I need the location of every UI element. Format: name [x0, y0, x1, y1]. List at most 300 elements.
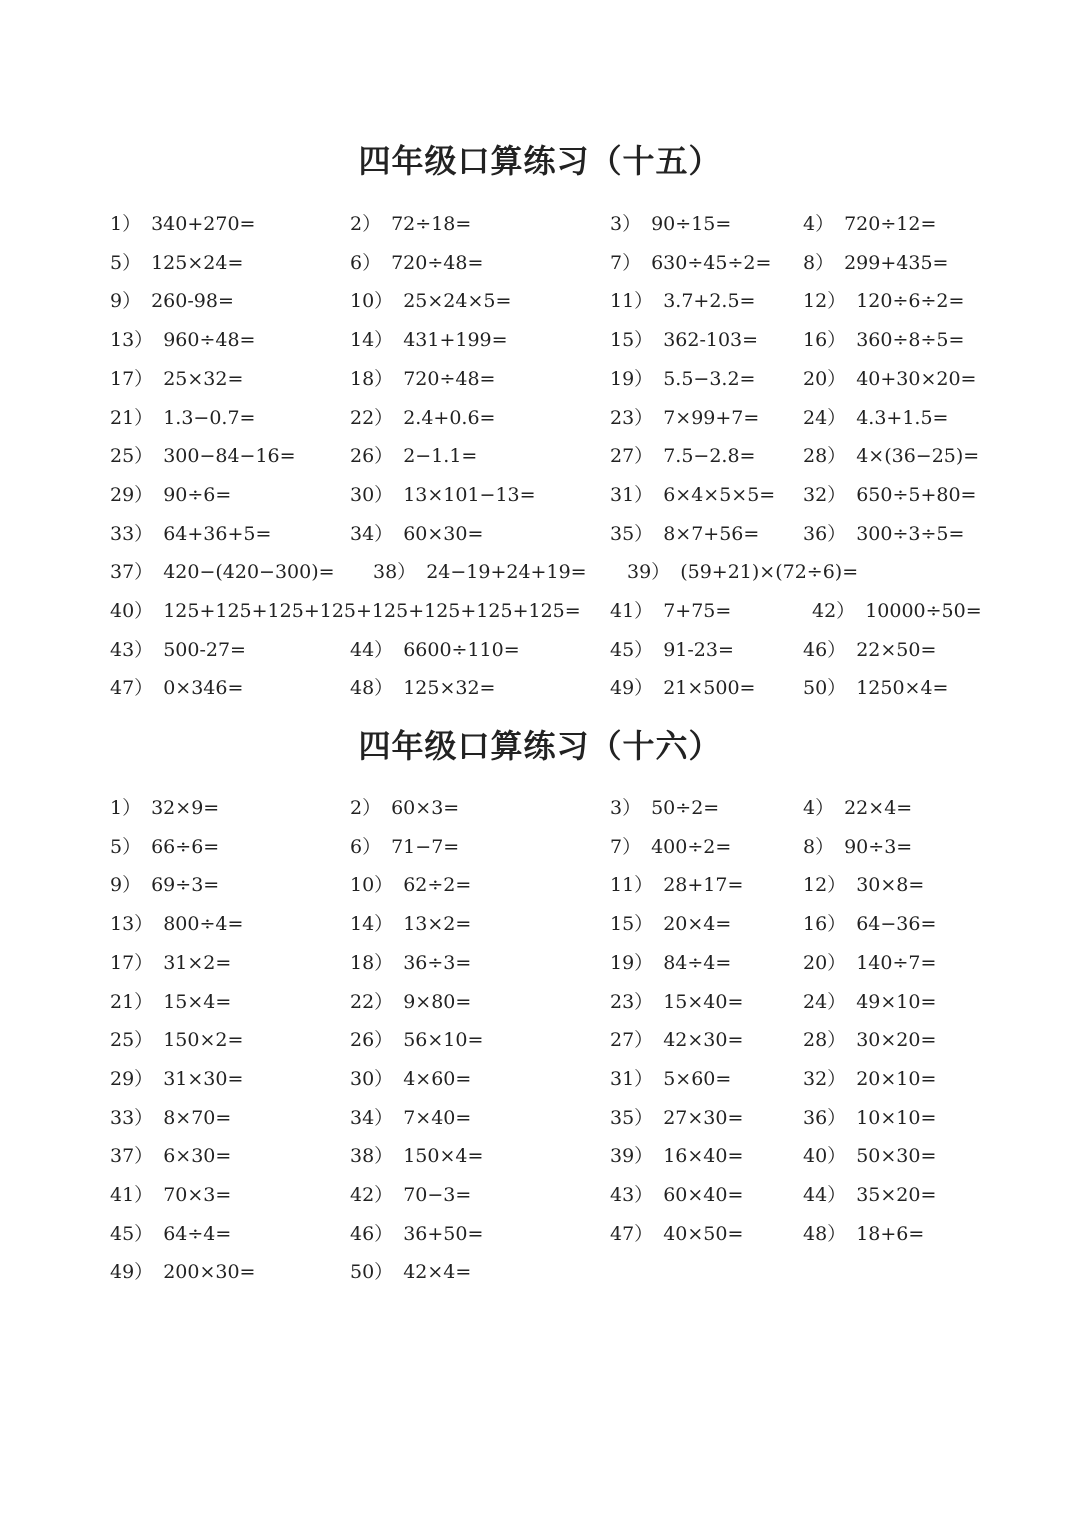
problem-expression: 27×30=	[663, 1106, 744, 1129]
problem-row	[0, 205, 1080, 244]
problem-expression: 650÷5+80=	[856, 483, 977, 506]
problem-number: 10）	[350, 290, 394, 313]
problem-item	[610, 244, 771, 282]
problem-item	[110, 244, 243, 282]
problem-item	[110, 515, 271, 553]
problem-number: 13）	[110, 329, 154, 352]
problem-item	[803, 1176, 936, 1214]
problem-number: 29）	[110, 483, 154, 506]
problem-expression: 69÷3=	[151, 874, 220, 897]
problem-number: 33）	[110, 522, 154, 545]
problem-expression: 362-103=	[663, 329, 759, 352]
problem-expression: 260-98=	[151, 290, 234, 313]
problem-number: 32）	[803, 483, 847, 506]
problem-row	[0, 1137, 1080, 1176]
problem-expression: 35×20=	[856, 1184, 937, 1206]
problem-expression: 0×346=	[163, 677, 244, 700]
problem-row	[0, 866, 1080, 905]
problem-expression: 7.5−2.8=	[663, 445, 756, 468]
problem-number: 28）	[803, 445, 847, 468]
problem-expression: 420−(420−300)=	[163, 561, 335, 584]
problem-item	[350, 282, 511, 320]
problem-row	[0, 1176, 1080, 1215]
problem-expression: 8×7+56=	[663, 522, 760, 545]
problem-number: 30）	[350, 1067, 394, 1090]
problem-number: 19）	[610, 367, 654, 390]
problem-expression: 49×10=	[856, 990, 937, 1013]
problem-row	[0, 905, 1080, 944]
problem-item	[803, 437, 979, 475]
problem-expression: 720÷48=	[391, 251, 484, 274]
problem-expression: 200×30=	[163, 1261, 256, 1284]
problem-item	[350, 1176, 471, 1214]
problem-number: 4）	[803, 797, 835, 819]
problem-expression: 300−84−16=	[163, 445, 296, 468]
problem-number: 41）	[110, 1184, 154, 1206]
problem-item	[610, 669, 755, 707]
problem-row	[0, 360, 1080, 399]
problem-row	[0, 244, 1080, 283]
problem-number: 41）	[610, 600, 654, 622]
problem-number: 7）	[610, 835, 642, 858]
problem-item	[110, 1176, 231, 1214]
problem-item	[610, 1137, 743, 1175]
problem-expression: 360÷8÷5=	[856, 329, 965, 352]
problem-expression: 8×70=	[163, 1106, 232, 1129]
problem-item	[110, 828, 219, 866]
problem-expression: 32×9=	[151, 797, 220, 819]
problem-item	[803, 669, 948, 707]
problem-item	[110, 205, 255, 243]
problem-expression: 60×30=	[403, 522, 484, 545]
problem-number: 25）	[110, 1029, 154, 1052]
problem-expression: 6×30=	[163, 1145, 232, 1168]
problem-number: 17）	[110, 951, 154, 974]
problem-row	[0, 476, 1080, 515]
problem-expression: 25×32=	[163, 367, 244, 390]
problem-item	[350, 1137, 483, 1175]
problem-number: 23）	[610, 406, 654, 429]
problem-number: 22）	[350, 406, 394, 429]
problem-number: 9）	[110, 290, 142, 313]
problem-number: 6）	[350, 251, 382, 274]
problem-item	[610, 399, 759, 437]
problem-number: 40）	[803, 1145, 847, 1168]
problem-expression: 3.7+2.5=	[663, 290, 756, 313]
problem-item	[610, 360, 755, 398]
problem-expression: 13×101−13=	[403, 483, 536, 506]
problem-number: 27）	[610, 445, 654, 468]
problem-number: 19）	[610, 951, 654, 974]
problem-expression: 431+199=	[403, 329, 508, 352]
problem-expression: 1.3−0.7=	[163, 406, 256, 429]
problem-number: 2）	[350, 797, 382, 819]
problem-expression: 13×2=	[403, 913, 472, 936]
problem-number: 7）	[610, 251, 642, 274]
problem-expression: 10×10=	[856, 1106, 937, 1129]
problem-number: 45）	[610, 638, 654, 661]
problem-item	[110, 360, 243, 398]
problem-expression: 125+125+125+125+125+125+125+125=	[163, 600, 581, 622]
problem-item	[350, 983, 471, 1021]
problem-item	[350, 244, 483, 282]
problem-item	[373, 553, 587, 591]
problem-number: 33）	[110, 1106, 154, 1129]
problem-item	[803, 360, 976, 398]
problem-number: 1）	[110, 213, 142, 235]
problem-row	[0, 631, 1080, 670]
problem-item	[610, 905, 731, 943]
problem-item	[803, 321, 964, 359]
problem-number: 39）	[610, 1145, 654, 1168]
problem-number: 29）	[110, 1067, 154, 1090]
problem-item	[803, 866, 924, 904]
problem-item	[803, 1060, 936, 1098]
problem-number: 31）	[610, 483, 654, 506]
problem-expression: 90÷15=	[651, 213, 732, 235]
problem-row	[0, 592, 1080, 631]
problem-item	[350, 905, 471, 943]
problem-expression: 5.5−3.2=	[663, 367, 756, 390]
problem-number: 45）	[110, 1222, 154, 1245]
problem-item	[110, 631, 246, 669]
problem-number: 18）	[350, 367, 394, 390]
problem-row	[0, 515, 1080, 554]
problem-expression: 30×8=	[856, 874, 925, 897]
problem-item	[803, 205, 936, 243]
problem-number: 46）	[350, 1222, 394, 1245]
problem-number: 43）	[610, 1184, 654, 1206]
problem-expression: 2.4+0.6=	[403, 406, 496, 429]
problem-number: 44）	[350, 638, 394, 661]
worksheet-title-15: 四年级口算练习（十五）	[358, 142, 722, 180]
problem-item	[803, 1215, 924, 1253]
problem-item	[803, 944, 936, 982]
problem-number: 48）	[803, 1222, 847, 1245]
problem-expression: 9×80=	[403, 990, 472, 1013]
problem-item	[350, 437, 477, 475]
problem-expression: 40+30×20=	[856, 367, 977, 390]
problem-expression: 4.3+1.5=	[856, 406, 949, 429]
problem-item	[350, 360, 495, 398]
problem-expression: 60×3=	[391, 797, 460, 819]
problem-expression: 7×40=	[403, 1106, 472, 1129]
problem-number: 6）	[350, 835, 382, 858]
problem-number: 4）	[803, 213, 835, 235]
problem-number: 8）	[803, 835, 835, 858]
problem-item	[610, 476, 775, 514]
problem-expression: 30×20=	[856, 1029, 937, 1052]
problem-expression: 7×99+7=	[663, 406, 760, 429]
problem-expression: 6600÷110=	[403, 638, 520, 661]
problem-number: 16）	[803, 329, 847, 352]
problem-item	[610, 631, 734, 669]
problem-item	[110, 1060, 243, 1098]
problem-expression: 400÷2=	[651, 835, 732, 858]
problem-expression: 15×40=	[663, 990, 744, 1013]
problem-item	[803, 399, 948, 437]
problem-number: 38）	[350, 1145, 394, 1168]
problem-item	[350, 669, 495, 707]
problem-row	[0, 828, 1080, 867]
problem-expression: 20×10=	[856, 1067, 937, 1090]
problem-number: 1）	[110, 797, 142, 819]
problem-number: 39）	[627, 561, 671, 584]
problem-number: 15）	[610, 913, 654, 936]
problem-expression: 36÷3=	[403, 951, 472, 974]
problem-number: 48）	[350, 677, 394, 700]
problem-expression: 62÷2=	[403, 874, 472, 897]
problem-expression: 300÷3÷5=	[856, 522, 965, 545]
problem-expression: 10000÷50=	[865, 600, 982, 622]
problem-item	[803, 1099, 936, 1137]
problem-item	[803, 789, 912, 827]
problem-row	[0, 321, 1080, 360]
problem-item	[610, 944, 731, 982]
problem-number: 50）	[803, 677, 847, 700]
problem-number: 42）	[350, 1184, 394, 1206]
problem-item	[350, 789, 459, 827]
problem-number: 49）	[110, 1261, 154, 1284]
problem-number: 42）	[812, 600, 856, 622]
problem-item	[350, 321, 508, 359]
problem-item	[610, 321, 758, 359]
problem-item	[803, 631, 936, 669]
problem-number: 35）	[610, 1106, 654, 1129]
problem-item	[110, 1099, 231, 1137]
problem-expression: 4×(36−25)=	[856, 445, 980, 468]
problem-number: 31）	[610, 1067, 654, 1090]
problem-expression: 150×2=	[163, 1029, 244, 1052]
problem-expression: 15×4=	[163, 990, 232, 1013]
problem-row	[0, 437, 1080, 476]
problem-number: 50）	[350, 1261, 394, 1284]
problem-expression: 340+270=	[151, 213, 256, 235]
problem-number: 21）	[110, 990, 154, 1013]
problem-item	[350, 1099, 471, 1137]
problem-item	[350, 476, 536, 514]
problem-number: 27）	[610, 1029, 654, 1052]
problem-item	[350, 1060, 471, 1098]
problem-row	[0, 944, 1080, 983]
problem-item	[610, 828, 731, 866]
problem-expression: 64−36=	[856, 913, 937, 936]
problem-expression: 50÷2=	[651, 797, 720, 819]
problem-expression: 22×50=	[856, 638, 937, 661]
problem-number: 12）	[803, 290, 847, 313]
problem-item	[350, 205, 471, 243]
problem-item	[610, 983, 743, 1021]
problem-item	[350, 515, 483, 553]
problem-number: 18）	[350, 951, 394, 974]
problem-number: 11）	[610, 874, 654, 897]
problem-number: 16）	[803, 913, 847, 936]
problem-expression: 630÷45÷2=	[651, 251, 772, 274]
problem-expression: 56×10=	[403, 1029, 484, 1052]
problem-expression: 64÷4=	[163, 1222, 232, 1245]
problem-expression: 64+36+5=	[163, 522, 272, 545]
problem-row	[0, 789, 1080, 828]
problem-expression: 120÷6÷2=	[856, 290, 965, 313]
problem-number: 20）	[803, 367, 847, 390]
problem-number: 26）	[350, 445, 394, 468]
problem-item	[110, 866, 219, 904]
problem-row	[0, 1021, 1080, 1060]
problem-number: 5）	[110, 251, 142, 274]
problem-expression: 720÷12=	[844, 213, 937, 235]
problem-item	[627, 553, 858, 591]
problem-expression: 70−3=	[403, 1184, 472, 1206]
problem-number: 44）	[803, 1184, 847, 1206]
problem-number: 11）	[610, 290, 654, 313]
problem-item	[803, 244, 948, 282]
problem-expression: 71−7=	[391, 835, 460, 858]
problem-row	[0, 553, 1080, 592]
problem-item	[350, 944, 471, 982]
problem-item	[350, 1021, 483, 1059]
problem-number: 21）	[110, 406, 154, 429]
problem-expression: (59+21)×(72÷6)=	[680, 561, 859, 584]
problem-expression: 18+6=	[856, 1222, 925, 1245]
problem-number: 49）	[610, 677, 654, 700]
problem-row	[0, 1215, 1080, 1254]
problem-number: 25）	[110, 445, 154, 468]
problem-number: 15）	[610, 329, 654, 352]
problem-row	[0, 399, 1080, 438]
problem-expression: 150×4=	[403, 1145, 484, 1168]
problem-expression: 31×2=	[163, 951, 232, 974]
problem-item	[350, 866, 471, 904]
problem-number: 32）	[803, 1067, 847, 1090]
problem-expression: 4×60=	[403, 1067, 472, 1090]
problem-expression: 20×4=	[663, 913, 732, 936]
problem-number: 47）	[110, 677, 154, 700]
problem-number: 17）	[110, 367, 154, 390]
problem-row	[0, 669, 1080, 708]
problem-expression: 72÷18=	[391, 213, 472, 235]
problem-item	[350, 828, 459, 866]
problem-item	[610, 592, 731, 630]
problem-expression: 90÷3=	[844, 835, 913, 858]
problem-expression: 125×32=	[403, 677, 496, 700]
problem-number: 40）	[110, 600, 154, 622]
problem-item	[350, 1215, 483, 1253]
problem-number: 10）	[350, 874, 394, 897]
problem-item	[350, 399, 495, 437]
problem-item	[110, 282, 234, 320]
problem-item	[803, 476, 976, 514]
problem-item	[110, 1137, 231, 1175]
worksheet-title-16: 四年级口算练习（十六）	[358, 727, 722, 765]
problem-item	[110, 1215, 231, 1253]
problem-item	[110, 321, 255, 359]
problem-item	[110, 1253, 255, 1291]
problem-expression: 500-27=	[163, 638, 246, 661]
problem-expression: 70×3=	[163, 1184, 232, 1206]
problem-item	[110, 669, 243, 707]
problem-expression: 5×60=	[663, 1067, 732, 1090]
problem-number: 2）	[350, 213, 382, 235]
problem-item	[610, 282, 755, 320]
problem-expression: 90÷6=	[163, 483, 232, 506]
problem-number: 3）	[610, 213, 642, 235]
problem-expression: 125×24=	[151, 251, 244, 274]
problem-number: 37）	[110, 1145, 154, 1168]
problem-expression: 800÷4=	[163, 913, 244, 936]
problem-expression: 31×30=	[163, 1067, 244, 1090]
problem-number: 46）	[803, 638, 847, 661]
problem-item	[350, 631, 520, 669]
problem-item	[610, 866, 743, 904]
problem-row	[0, 1253, 1080, 1292]
problem-number: 34）	[350, 522, 394, 545]
problem-number: 23）	[610, 990, 654, 1013]
problem-expression: 6×4×5×5=	[663, 483, 776, 506]
problem-item	[110, 399, 255, 437]
problem-number: 20）	[803, 951, 847, 974]
problem-item	[812, 592, 982, 630]
problem-expression: 16×40=	[663, 1145, 744, 1168]
problem-number: 5）	[110, 835, 142, 858]
problem-row	[0, 282, 1080, 321]
problem-row	[0, 983, 1080, 1022]
problem-item	[803, 515, 964, 553]
problem-number: 35）	[610, 522, 654, 545]
problem-item	[610, 205, 731, 243]
problem-number: 28）	[803, 1029, 847, 1052]
problem-expression: 140÷7=	[856, 951, 937, 974]
problem-expression: 84÷4=	[663, 951, 732, 974]
problem-expression: 28+17=	[663, 874, 744, 897]
problem-expression: 42×4=	[403, 1261, 472, 1284]
problem-item	[610, 1021, 743, 1059]
problem-item	[803, 1021, 936, 1059]
problem-expression: 2−1.1=	[403, 445, 478, 468]
problem-expression: 66÷6=	[151, 835, 220, 858]
problem-expression: 1250×4=	[856, 677, 949, 700]
problem-number: 8）	[803, 251, 835, 274]
problem-number: 26）	[350, 1029, 394, 1052]
problem-item	[350, 1253, 471, 1291]
problem-number: 14）	[350, 329, 394, 352]
problem-item	[610, 789, 719, 827]
problem-number: 36）	[803, 1106, 847, 1129]
problem-number: 9）	[110, 874, 142, 897]
problem-item	[110, 592, 581, 630]
problem-item	[110, 553, 335, 591]
problem-item	[110, 905, 243, 943]
problem-expression: 36+50=	[403, 1222, 484, 1245]
problem-number: 34）	[350, 1106, 394, 1129]
problem-item	[610, 1060, 731, 1098]
problem-row	[0, 1099, 1080, 1138]
problem-item	[610, 1099, 743, 1137]
problem-item	[110, 944, 231, 982]
problem-number: 43）	[110, 638, 154, 661]
problem-item	[803, 1137, 936, 1175]
problem-number: 36）	[803, 522, 847, 545]
problem-number: 24）	[803, 406, 847, 429]
problem-expression: 42×30=	[663, 1029, 744, 1052]
problem-expression: 21×500=	[663, 677, 756, 700]
problem-item	[610, 515, 759, 553]
problem-expression: 24−19+24+19=	[426, 561, 587, 584]
problem-number: 38）	[373, 561, 417, 584]
problem-item	[803, 828, 912, 866]
problem-number: 14）	[350, 913, 394, 936]
problem-number: 37）	[110, 561, 154, 584]
problem-expression: 91-23=	[663, 638, 734, 661]
